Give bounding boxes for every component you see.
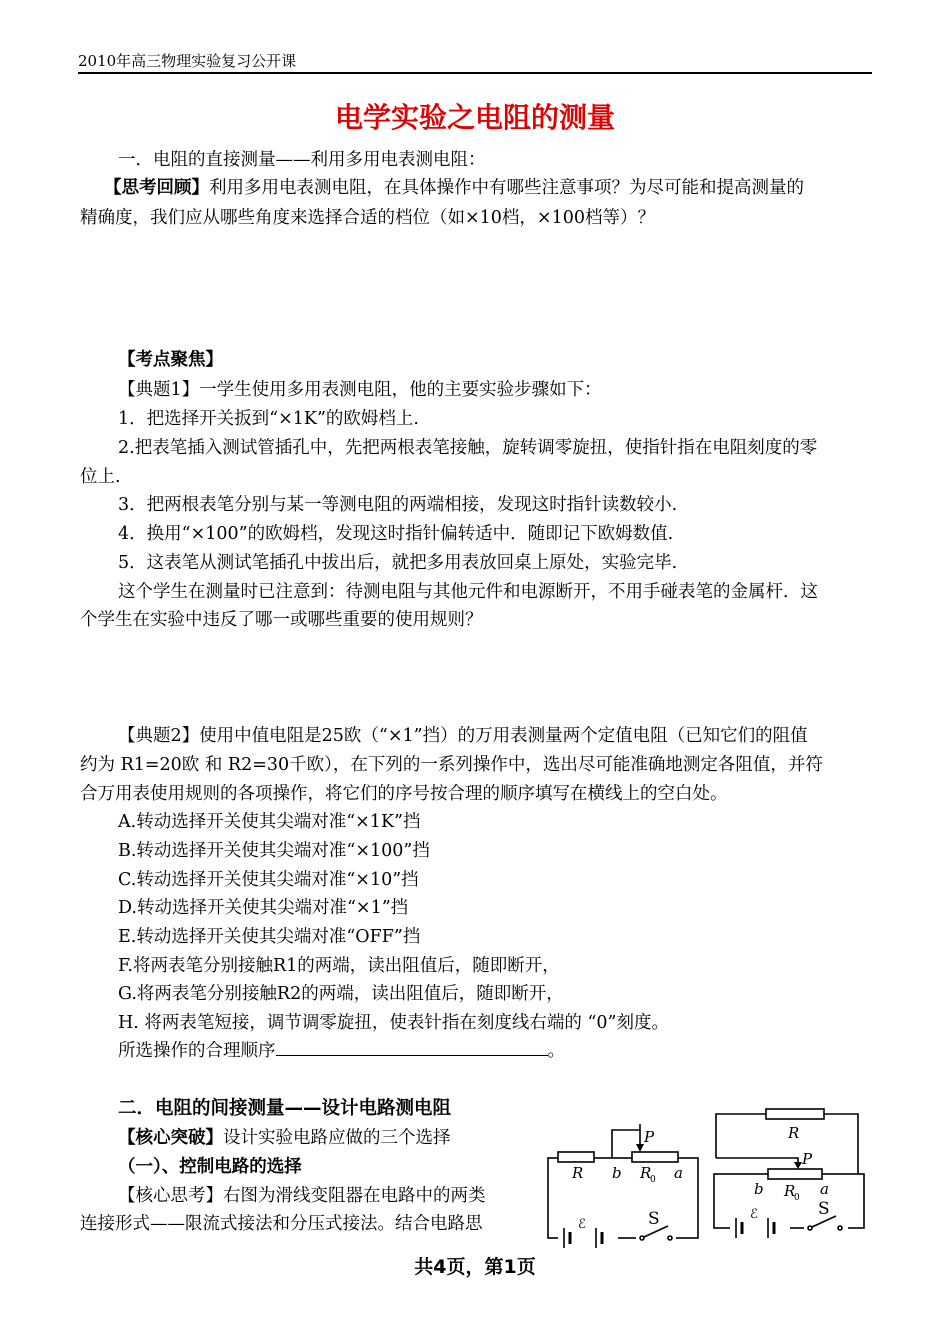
core-tag: 【核心突破】 — [118, 1128, 223, 1148]
example1-intro: 【典题1】一学生使用多用表测电阻，他的主要实验步骤如下： — [118, 380, 602, 400]
focus-tag: 【考点聚焦】 — [118, 350, 223, 370]
core-line — [118, 1124, 451, 1152]
divider-circuit-diagram — [708, 1108, 872, 1240]
left-label-p: P — [644, 1128, 655, 1146]
order-suffix: 。 — [547, 1041, 565, 1061]
option-b: B.转动选择开关使其尖端对准“×100”挡 — [118, 841, 430, 861]
review-paragraph-line1 — [104, 174, 804, 202]
left-resistor-r — [558, 1152, 594, 1162]
page-header: 2010年高三物理实验复习公开课 — [78, 52, 297, 70]
option-g: G.将两表笔分别接触R2的两端，读出阻值后，随即断开， — [118, 984, 564, 1004]
right-label-r0-sub: 0 — [794, 1193, 800, 1203]
example1-step2b: 位上. — [80, 467, 121, 487]
page-title: 电学实验之电阻的测量 — [334, 101, 615, 134]
core-text: 设计实验电路应做的三个选择 — [223, 1128, 451, 1148]
control-circuit-heading: （一）、控制电路的选择 — [118, 1157, 302, 1177]
example1-step2a: 2.把表笔插入测试管插孔中，先把两根表笔接触，旋转调零旋扭，使指针指在电阻刻度的零 — [118, 438, 818, 458]
core-think-line1: 【核心思考】右图为滑线变阻器在电路中的两类 — [118, 1186, 486, 1206]
left-label-r0-sub: 0 — [650, 1175, 656, 1185]
left-switch-contact2 — [668, 1236, 672, 1240]
right-label-s: S — [818, 1199, 830, 1219]
left-label-r: R — [572, 1164, 584, 1182]
left-rheostat-r0 — [632, 1152, 678, 1162]
option-a: A.转动选择开关使其尖端对准“×1K”挡 — [118, 812, 421, 832]
review-tag: 【思考回顾】 — [104, 178, 209, 198]
right-label-r: R — [788, 1124, 800, 1142]
option-e: E.转动选择开关使其尖端对准“OFF”挡 — [118, 927, 421, 947]
section1-heading: 一．电阻的直接测量——利用多用电表测电阻： — [118, 150, 486, 170]
right-label-a: a — [820, 1180, 829, 1198]
option-d: D.转动选择开关使其尖端对准“×1”挡 — [118, 898, 409, 918]
option-h: H. 将两表笔短接，调节调零旋扭，使表针指在刻度线右端的 “0”刻度。 — [118, 1013, 669, 1033]
section2-heading: 二．电阻的间接测量——设计电路测电阻 — [118, 1098, 452, 1119]
right-top-wire — [716, 1114, 858, 1174]
left-label-r0: R — [640, 1164, 652, 1182]
example1-question-line2: 个学生在实验中违反了哪一或哪些重要的使用规则？ — [80, 610, 483, 630]
right-label-r0: R — [784, 1182, 796, 1200]
left-slider-arrow — [636, 1144, 644, 1152]
example1-step4: 4．换用“×100”的欧姆档，发现这时指针偏转适中．随即记下欧姆数值. — [118, 524, 674, 544]
example1-question-line1: 这个学生在测量时已注意到：待测电阻与其他元件和电源断开，不用手碰表笔的金属杆．这 — [118, 582, 818, 602]
right-slider-wire — [716, 1158, 798, 1166]
example1-step5: 5．这表笔从测试笔插孔中拔出后，就把多用表放回桌上原处，实验完毕. — [118, 553, 678, 573]
right-label-p: P — [802, 1150, 813, 1168]
right-slider-arrow — [794, 1162, 802, 1169]
left-label-a: a — [674, 1164, 683, 1182]
left-switch-contact1 — [640, 1236, 644, 1240]
order-blank[interactable] — [276, 1037, 548, 1056]
limiting-circuit-diagram — [540, 1116, 700, 1254]
left-label-s: S — [648, 1209, 660, 1229]
order-prefix: 所选操作的合理顺序 — [118, 1041, 276, 1061]
right-label-emf: ℰ — [750, 1207, 758, 1222]
left-label-b: b — [612, 1164, 622, 1182]
header-rule — [78, 72, 872, 74]
core-think-line2: 连接形式——限流式接法和分压式接法。结合电路思 — [80, 1214, 483, 1234]
review-paragraph-line2: 精确度，我们应从哪些角度来选择合适的档位（如×10档，×100档等）？ — [80, 208, 655, 228]
right-label-b: b — [754, 1180, 764, 1198]
example2-line3: 合万用表使用规则的各项操作，将它们的序号按合理的顺序填写在横线上的空白处。 — [80, 784, 728, 804]
order-answer-line — [118, 1037, 565, 1065]
right-switch-contact1 — [808, 1226, 812, 1230]
option-f: F.将两表笔分别接触R1的两端，读出阻值后，随即断开， — [118, 956, 560, 976]
left-label-emf: ℰ — [578, 1217, 586, 1232]
review-text: 利用多用电表测电阻，在具体操作中有哪些注意事项？为尽可能和提高测量的 — [209, 178, 804, 198]
page-footer: 共4页，第1页 — [414, 1256, 536, 1278]
right-resistor-r — [766, 1109, 824, 1119]
right-switch-contact2 — [838, 1226, 842, 1230]
example1-step3: 3．把两根表笔分别与某一等测电阻的两端相接，发现这时指针读数较小. — [118, 495, 678, 515]
example2-line1: 【典题2】使用中值电阻是25欧（“×1”挡）的万用表测量两个定值电阻（已知它们的阻值 — [118, 726, 808, 746]
example1-step1: 1．把选择开关扳到“×1K”的欧姆档上. — [118, 409, 419, 429]
option-c: C.转动选择开关使其尖端对准“×10”挡 — [118, 870, 419, 890]
right-rheostat-r0 — [768, 1169, 822, 1179]
example2-line2: 约为 R1=20欧 和 R2=30千欧），在下列的一系列操作中，选出尽可能准确地测定各阻值，并符 — [80, 755, 823, 775]
